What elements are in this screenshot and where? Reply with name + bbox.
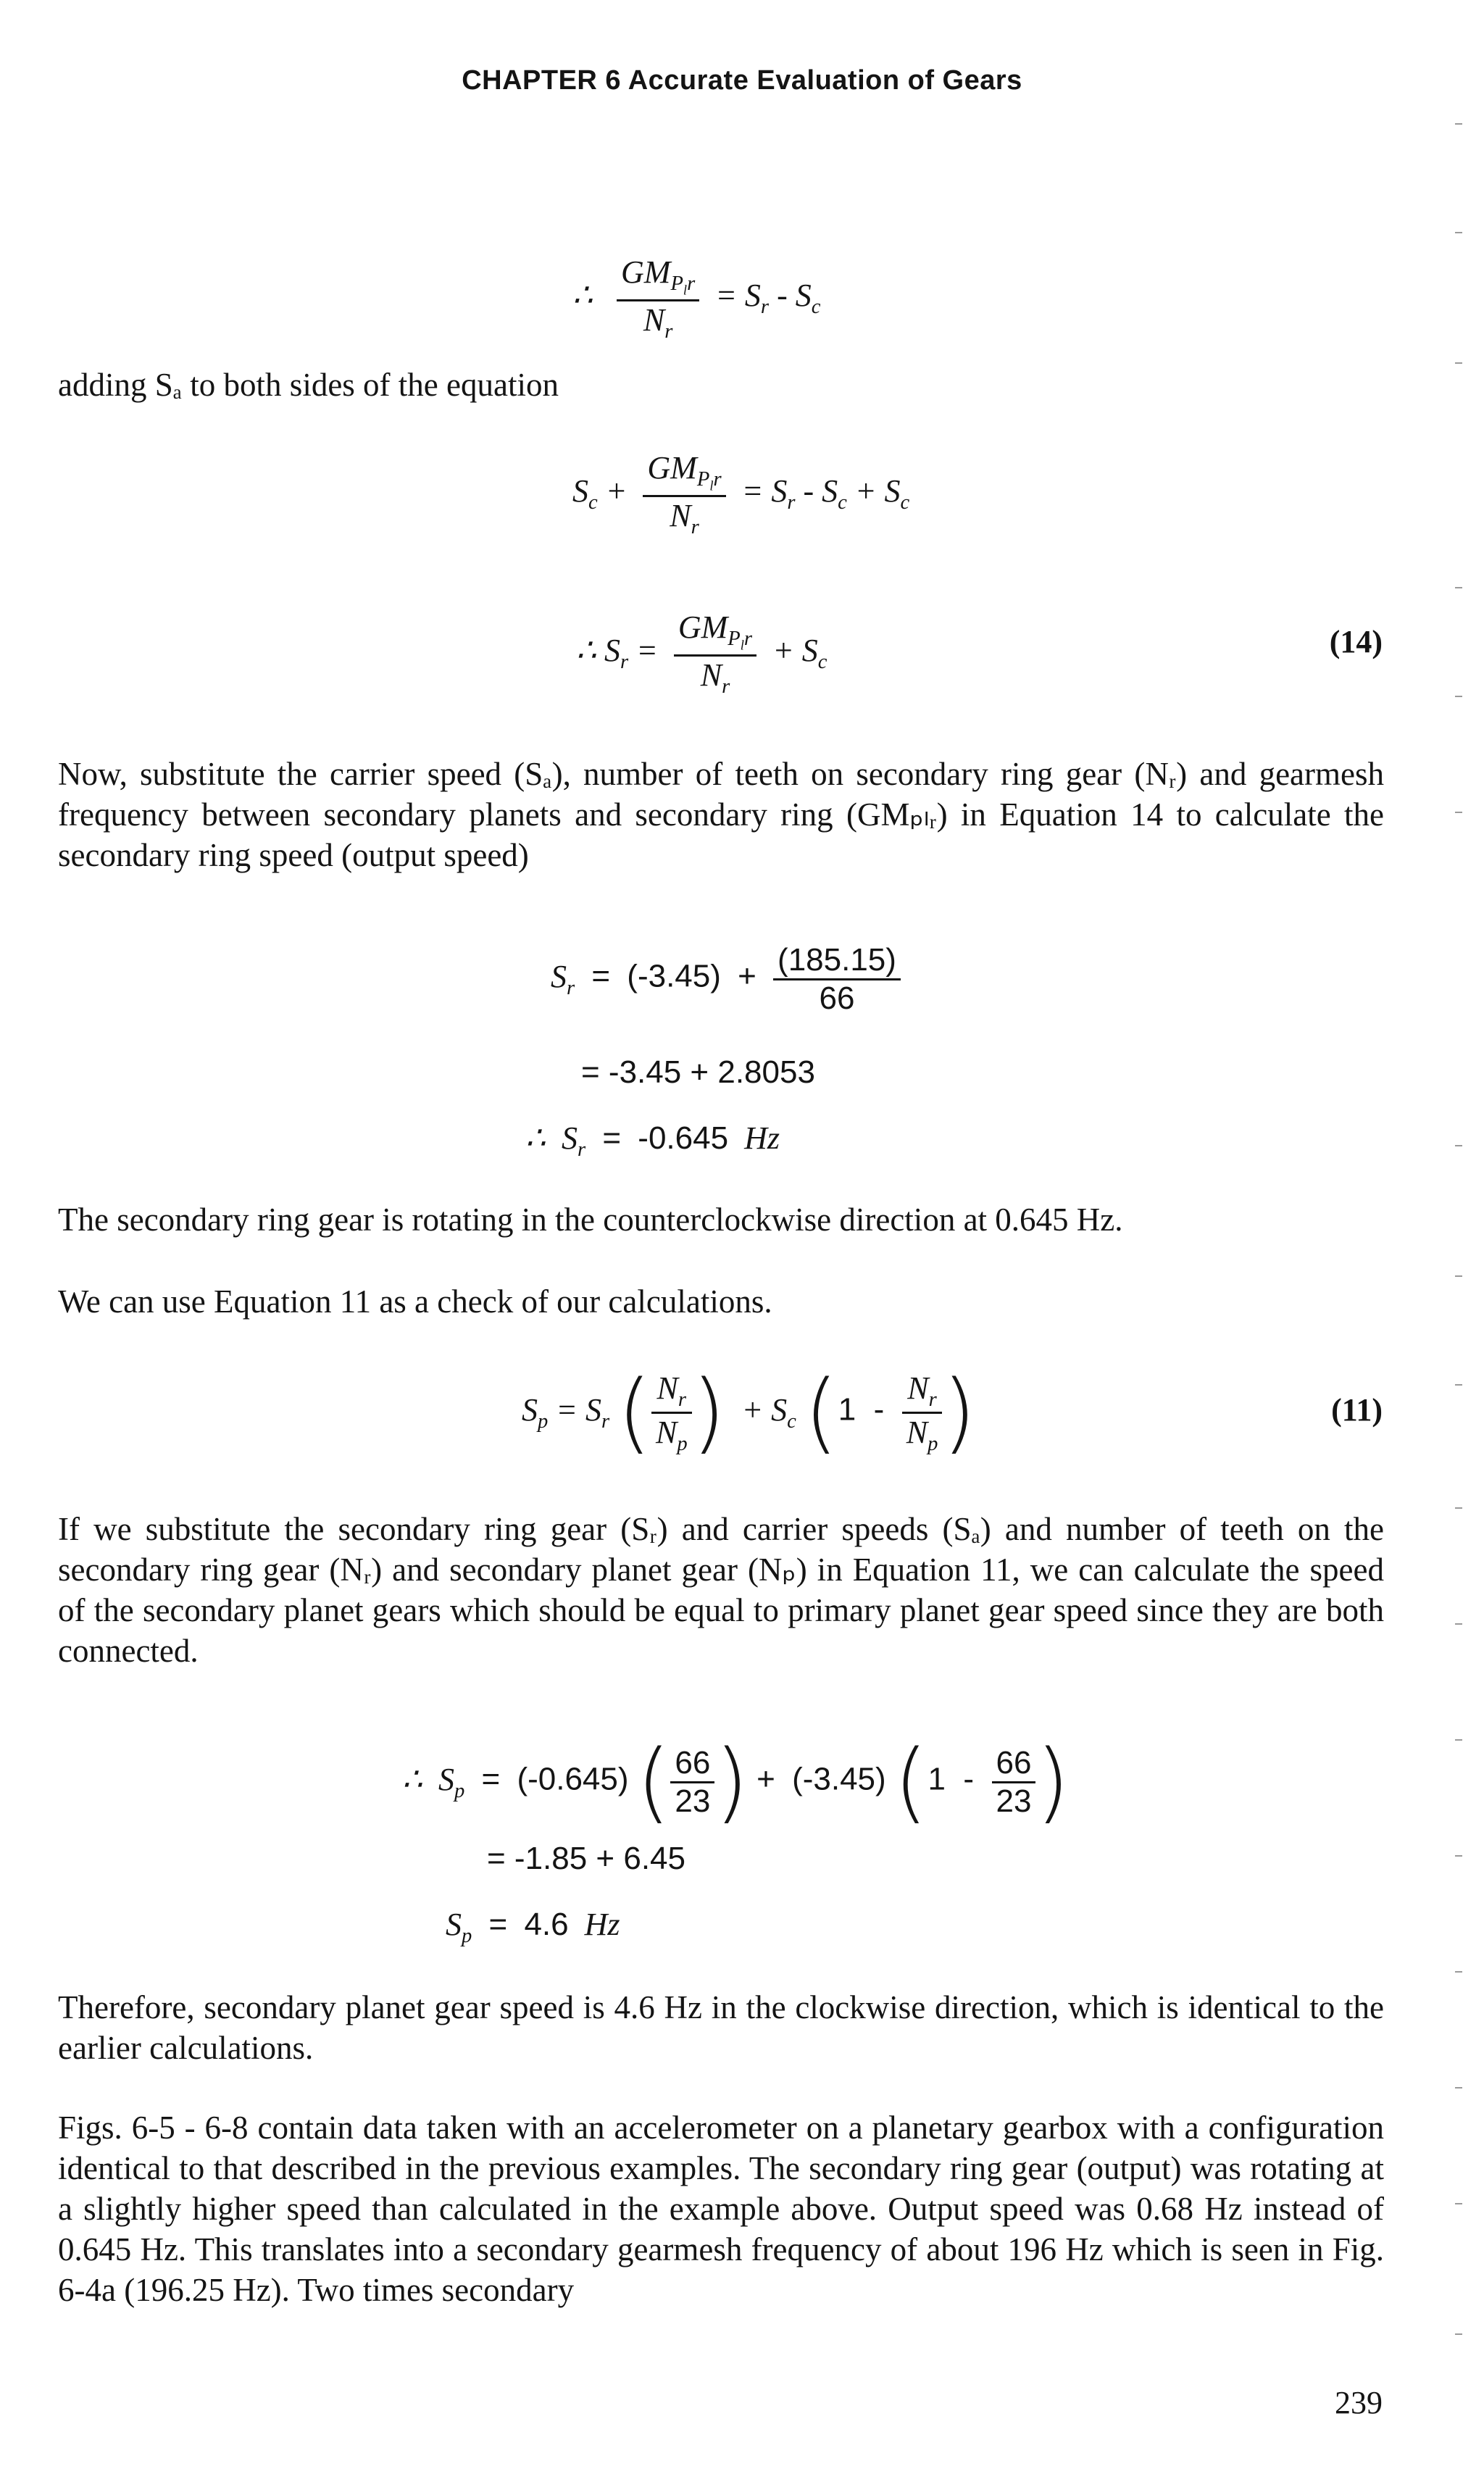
margin-mark — [1455, 362, 1462, 364]
margin-mark — [1455, 696, 1462, 697]
paragraph-counterclockwise: The secondary ring gear is rotating in the counterclockwise direction at 0.645 Hz. — [58, 1202, 1123, 1238]
margin-mark — [1455, 123, 1462, 125]
margin-mark — [1455, 1623, 1462, 1625]
calc-sr-line1: $S_r = (-3.45)$ + $\frac{(185.15)}{66}$ — [551, 942, 901, 1017]
calc2-frac2-den: 23 — [992, 1781, 1036, 1820]
equation-gm-ratio: ∴ $\frac{GM_{P_lr}}{N_r}$ = $S_r - S_c$ — [572, 254, 821, 343]
equation-11: $S_p = S_r$ ( $\frac{N_r}{N_p}$ ) + $S_c$ (1 - $\frac{N_r}{N_p}$ ) — [522, 1362, 977, 1463]
margin-mark — [1455, 1145, 1462, 1146]
margin-mark — [1455, 2203, 1462, 2204]
calc2-frac1-num: 66 — [675, 1745, 711, 1781]
calc-sr-result: ∴ $S_r = -0.645$ Hz — [525, 1120, 780, 1161]
margin-mark — [1455, 1275, 1462, 1277]
calc2-frac2-num: 66 — [996, 1745, 1032, 1781]
calc1-numerator: (185.15) — [778, 942, 896, 978]
margin-mark — [1455, 812, 1462, 813]
margin-mark — [1455, 2333, 1462, 2335]
equation-add-sc: $S_c$ + $\frac{GM_{P_lr}}{N_r}$ = $S_r - S_c + S_c$ — [572, 450, 910, 538]
margin-mark — [1455, 2087, 1462, 2089]
margin-mark — [1455, 1384, 1462, 1386]
calc1-result-value: -0.645 — [638, 1120, 729, 1156]
calc2-ring-value: (-0.645) — [517, 1761, 629, 1797]
page-number: 239 — [1335, 2385, 1383, 2420]
calc-sp-result: $S_p = 4.6$ Hz — [446, 1907, 620, 1947]
calc-sp-line1: ∴ $S_p = (-0.645)$ ( $\frac{66}{23}$ ) + (-3.45) (1 - $\frac{66}{23}$ ) — [402, 1732, 1070, 1833]
calc2-frac1-den: 23 — [670, 1781, 714, 1820]
paragraph-check: We can use Equation 11 as a check of our calculations. — [58, 1283, 772, 1320]
calc-sp-line2: = -1.85 + 6.45 — [487, 1841, 685, 1876]
calc-sr-line2: = -3.45 + 2.8053 — [581, 1054, 815, 1090]
equation-number-14: (14) — [1329, 624, 1383, 659]
paragraph-substitute-eq11: If we substitute the secondary ring gear (Sᵣ) and carrier speeds (Sₐ) and number of teeth on the secondary ring gear (Nᵣ) and secondary planet gear (Nₚ) in Equation 11, we can calculate the speed of the secondary planet gears which should be equal to primary planet gear speed since they are both connected. — [58, 1511, 1384, 1669]
chapter-header: CHAPTER 6 Accurate Evaluation of Gears — [462, 65, 1022, 96]
calc1-denominator: 66 — [773, 978, 901, 1017]
calc1-carrier-value: (-3.45) — [627, 958, 721, 994]
margin-mark — [1455, 587, 1462, 588]
paragraph-therefore: Therefore, secondary planet gear speed is 4.6 Hz in the clockwise direction, which is identical to the earlier calculations. — [58, 1989, 1384, 2066]
paragraph-figs: Figs. 6-5 - 6-8 contain data taken with an accelerometer on a planetary gearbox with a configuration identical to that described in the previous examples. The secondary ring gear (output) was rotating at a slightly higher speed than calculated in the example above. Output speed was 0.68 Hz instead of 0.645 Hz. This translates into a secondary gearmesh frequency of about 196 Hz which is seen in Fig. 6-4a (196.25 Hz). Two times secondary — [58, 2110, 1384, 2308]
text-adding: adding Sₐ to both sides of the equation — [58, 367, 559, 403]
margin-mark — [1455, 1855, 1462, 1857]
calc2-result-value: 4.6 — [524, 1907, 569, 1942]
paragraph-substitute: Now, substitute the carrier speed (Sₐ), number of teeth on secondary ring gear (Nᵣ) and gearmesh frequency between secondary planets and secondary ring (GMₚₗᵣ) in Equation 14 to calculate the secondary ring speed (output speed) — [58, 756, 1384, 873]
equation-14: ∴ $S_r$ = $\frac{GM_{P_lr}}{N_r}$ + $S_c$ — [576, 609, 828, 698]
margin-mark — [1455, 1507, 1462, 1509]
margin-mark — [1455, 1971, 1462, 1973]
margin-mark — [1455, 1739, 1462, 1741]
margin-mark — [1455, 232, 1462, 233]
equation-number-11: (11) — [1331, 1392, 1383, 1428]
calc2-carrier-value: (-3.45) — [792, 1761, 886, 1797]
